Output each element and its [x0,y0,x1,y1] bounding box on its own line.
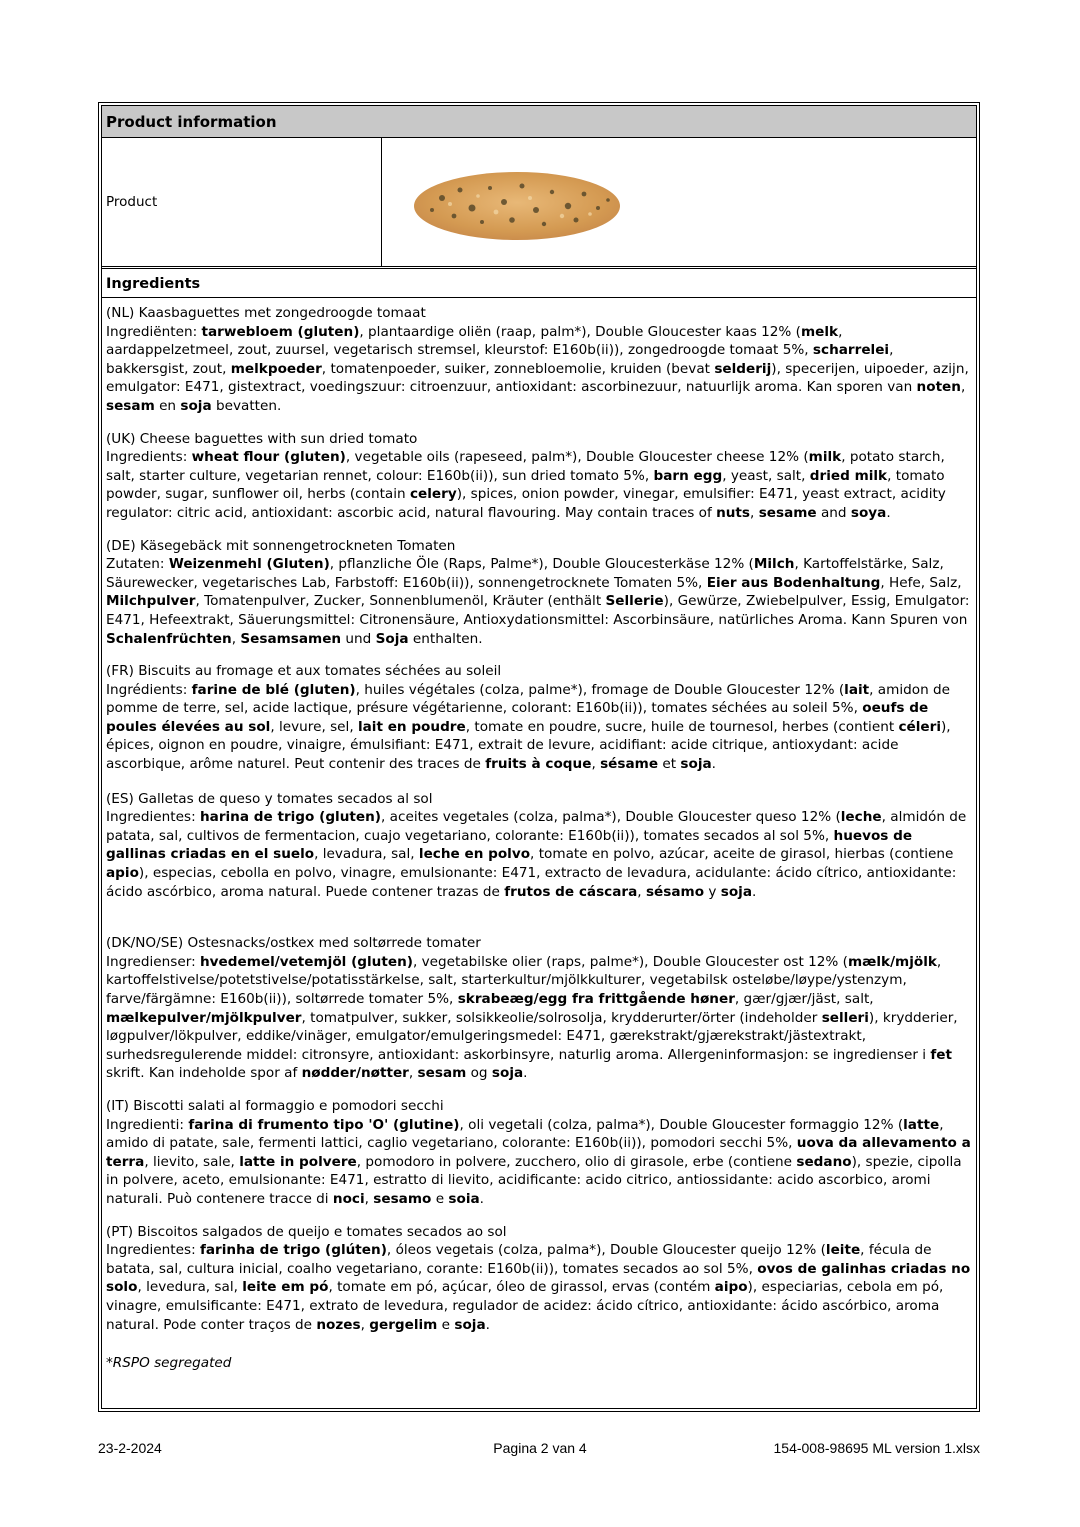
ingredient-text: Ingredients: [106,449,192,466]
ingredient-text: e [431,1190,449,1207]
ingredient-text: , tomate en polvo, azúcar, aceite de girasol, hierbas (contiene [530,846,954,863]
ingredient-text: ), spices, onion powder, vinegar, emulsifier: E471, yeast extract, acidity regulator: citric acid, antioxidant: ascorbic acid, natural flavouring. May contain traces of [106,486,946,521]
allergen-text: barn egg [653,467,723,484]
ingredient-block-text [106,1241,973,1334]
ingredient-text: , [364,1190,374,1207]
product-label: Product [102,138,382,266]
ingredient-text: , Hefe, Salz, [880,574,962,591]
ingredient-text: , [408,1065,418,1082]
ingredient-text: , [750,504,759,521]
allergen-text: Milchpulver [106,593,196,610]
ingredient-text: , óleos vegetais (colza, palma*), Double Gloucester queijo 12% ( [386,1242,826,1259]
allergen-text: Eier aus Bodenhaltung [706,574,881,591]
ingredient-block-text [106,681,973,774]
ingredient-text: . [711,756,716,773]
product-image [412,168,622,244]
ingredient-text: , yeast, salt, [722,467,810,484]
product-row [102,138,976,267]
allergen-text: selleri [821,1009,869,1026]
ingredient-text: , [960,379,966,396]
allergen-text: aipo [714,1279,748,1296]
footer-date: 23-2-2024 [98,1440,162,1456]
ingredient-text: Ingrédients: [106,681,192,698]
allergen-text: nozes [316,1316,361,1333]
ingredient-block-text [106,808,973,901]
ingredient-block-title: (FR) Biscuits au fromage et aux tomates séchées au soleil [106,663,502,680]
allergen-text: sesam [417,1065,467,1082]
ingredient-text: , huiles végétales (colza, palme*), fromage de Double Gloucester 12% ( [355,681,845,698]
allergen-text: soja [491,1065,524,1082]
ingredient-block [106,430,973,523]
ingredient-block-title: (DK/NO/SE) Ostesnacks/ostkex med soltørrede tomater [106,935,481,952]
ingredient-text: , tomatpulver, sukker, solsikkeolie/solrosolja, krydderurter/örter (indeholder [301,1009,822,1026]
allergen-text: céleri [898,718,941,735]
ingredient-text: , bakkersgist, zout, [106,342,894,377]
allergen-text: sésame [600,756,659,773]
allergen-text: soja [454,1316,486,1333]
ingredient-text: , [637,883,646,900]
product-information-header: Product information [102,106,976,138]
allergen-text: Sesamsamen [240,630,342,647]
ingredient-text: , amido di patate, sale, fermenti lattici, caglio vegetariano, colorante: E160b(ii)), pomodori secchi 5%, [106,1116,944,1152]
allergen-text: nødder/nøtter [301,1065,409,1082]
ingredient-text: und [341,630,376,647]
allergen-text: soja [180,397,212,414]
ingredient-block-text [106,953,973,1083]
product-info-table [98,102,980,1412]
footer-file: 154-008-98695 ML version 1.xlsx [773,1440,980,1456]
ingredient-block-text [106,323,973,416]
ingredient-text: , aardappelzetmeel, zout, zuursel, vegetarisch stremsel, kleurstof: E160b(ii)), zongedroogde tomaat 5%, [106,323,843,359]
allergen-text: mælkepulver/mjölkpulver [106,1009,302,1026]
ingredient-text: . [752,883,757,900]
ingredient-text: , levure, sel, [270,718,358,735]
ingredient-text: skrift. Kan indeholde spor af [106,1065,302,1082]
allergen-text: gergelim [369,1316,438,1333]
ingredient-text: Ingredientes: [106,809,200,826]
table-inner [101,105,977,1409]
ingredient-text: e [437,1316,455,1333]
ingredient-text: , Tomatenpulver, Zucker, Sonnenblumenöl, Kräuter (enthält [195,593,606,610]
allergen-text: hvedemel/vetemjöl (gluten) [200,953,413,970]
allergen-text: farinha de trigo (glúten) [199,1242,387,1259]
allergen-text: frutos de cáscara [504,883,638,900]
allergen-text: leche [840,809,882,826]
footer-page: Pagina 2 van 4 [493,1440,587,1456]
allergen-text: Schalenfrüchten [106,630,232,647]
allergen-text: soya [850,504,887,521]
ingredient-text: , vegetabilske olier (raps, palme*), Double Gloucester ost 12% ( [412,953,848,970]
ingredient-text: , [360,1316,370,1333]
allergen-text: Sellerie [605,593,664,610]
ingredient-text: . [886,504,891,521]
allergen-text: melkpoeder [230,360,322,377]
allergen-text: leite [825,1242,861,1259]
allergen-text: fruits à coque [485,756,592,773]
allergen-text: harina de trigo (gluten) [199,809,382,826]
allergen-text: milk [808,449,842,466]
ingredient-text: enthalten. [408,630,483,647]
ingredient-block-title: (DE) Käsegebäck mit sonnengetrockneten Tomaten [106,537,456,554]
ingredient-text: , amidon de pomme de terre, sel, acide lactique, présure végétarienne, colorant: E160b(ii)), tomates séchées au soleil 5%, [106,681,951,717]
ingredient-text: ), Gewürze, Zwiebelpulver, Essig, Emulgator: E471, Hefeextrakt, Säuerungsmittel: Citronensäure, Antioxydationsmittel: Ascorbinsäure, natürliches Aroma. Kann Spuren von [106,593,970,628]
ingredient-text: , lievito, sale, [144,1153,240,1170]
ingredient-text: . [479,1190,484,1207]
ingredient-text: ), especias, cebolla en polvo, vinagre, emulsionante: E471, extracto de levadura, acidulante: ácido cítrico, antioxidante: ácido ascórbico, aroma natural. Puede contener trazas de [106,865,957,900]
allergen-text: sedano [796,1153,852,1170]
allergen-text: noci [332,1190,365,1207]
ingredient-text: Ingrediënten: [106,323,202,340]
allergen-text: noten [916,379,961,396]
ingredient-text: , potato starch, salt, starter culture, vegetarian rennet, colour: E160b(ii)), sun dried tomato 5%, [106,449,945,484]
ingredient-block [106,662,973,774]
allergen-text: Weizenmehl (Gluten) [168,556,330,573]
allergen-text: melk [800,323,839,340]
allergen-text: sesamo [373,1190,432,1207]
allergen-text: sesam [106,397,155,414]
allergen-text: latte [903,1116,940,1133]
ingredient-block-title: (ES) Galletas de queso y tomates secados al sol [106,790,433,807]
ingredient-block-title: (NL) Kaasbaguettes met zongedroogde tomaat [106,305,426,321]
ingredient-text: . [485,1316,490,1333]
ingredient-text: , tomatenpoeder, suiker, zonnebloemolie, kruiden (bevat [321,360,715,377]
ingredient-text: ), especiarias, cebola em pó, vinagre, emulsificante: E471, extrato de levedura, regulador de acidez: ácido cítrico, antioxidante: ácido ascórbico, aroma natural. Pode conter traços de [106,1279,944,1333]
ingredient-block [106,1097,973,1209]
allergen-text: soja [680,756,712,773]
ingredient-block [106,934,973,1083]
ingredient-block [106,537,973,649]
allergen-text: huevos de gallinas criadas en el suelo [106,827,913,863]
ingredient-text: et [658,756,681,773]
allergen-text: leite em pó [242,1279,329,1296]
ingredient-text: ), specerijen, uipoeder, azijn, emulgator: E471, gistextract, voedingszuur: citroenzuur, antioxidant: ascorbinezuur, natuurlijk aroma. Kan sporen van [106,360,969,396]
ingredient-text: and [816,504,851,521]
ingredient-text: Ingredienser: [106,953,200,970]
ingredient-block [106,1223,973,1335]
ingredient-block-text [106,555,973,648]
allergen-text: latte in polvere [239,1153,357,1170]
ingredient-text: ), épices, oignon en poudre, vinaigre, émulsifiant: E471, extrait de levure, acidifiant: acide citrique, antioxydant: acide ascorbique, arôme naturel. Peut contenir des traces de [106,718,951,773]
ingredient-text: , plantaardige oliën (raap, palm*), Double Gloucester kaas 12% ( [359,323,801,340]
allergen-text: selderij [714,360,772,377]
allergen-text: oeufs de poules élevées au sol [106,700,929,735]
ingredient-text: , Kartoffelstärke, Salz, Säurewecker, vegetarisches Lab, Farbstoff: E160b(ii)), sonnengetrocknete Tomaten 5%, [106,556,944,591]
ingredients-header: Ingredients [102,268,976,298]
ingredient-text: , fécula de batata, sal, cultura inicial, coalho vegetariano, corante: E160b(ii)), tomates secados ao sol 5%, [106,1242,932,1277]
allergen-text: soja [720,883,752,900]
allergen-text: skrabeæg/egg fra frittgående høner [457,991,735,1007]
ingredient-block-title: (UK) Cheese baguettes with sun dried tomato [106,430,418,447]
ingredient-text: Ingredientes: [106,1242,200,1259]
ingredient-text: , levedura, sal, [137,1279,243,1296]
rspo-note: *RSPO segregated [106,1355,232,1372]
ingredient-text: Zutaten: [106,556,169,573]
ingredient-text: y [704,883,721,900]
allergen-text: mælk/mjölk [847,953,937,970]
ingredient-text: , levadura, sal, [314,846,419,863]
ingredient-text: Ingredienti: [106,1116,189,1133]
ingredient-block-text [106,448,973,522]
ingredient-text: , tomato powder, sugar, sunflower oil, herbs (contain [106,467,945,503]
allergen-text: apio [106,865,139,882]
ingredient-text: og [466,1065,492,1082]
allergen-text: sésamo [645,883,705,900]
ingredient-text: , pflanzliche Öle (Raps, Palme*), Double Gloucesterkäse 12% ( [329,556,754,573]
allergen-text: wheat flour (gluten) [191,449,346,466]
allergen-text: soia [448,1190,480,1207]
allergen-text: farina di frumento tipo 'O' (glutine) [188,1116,460,1133]
allergen-text: tarwebloem (gluten) [201,323,360,340]
ingredient-text: . [523,1065,528,1082]
allergen-text: sesame [758,504,817,521]
ingredients-body [102,304,976,1373]
ingredient-text: , oli vegetali (colza, palma*), Double Gloucester formaggio 12% ( [459,1116,904,1133]
allergen-text: ovos de galinhas criadas no solo [106,1260,971,1296]
allergen-text: celery [409,486,457,503]
ingredient-block-text [106,1116,973,1209]
ingredient-block-title: (IT) Biscotti salati al formaggio e pomodori secchi [106,1097,444,1114]
ingredient-block [106,304,973,416]
ingredient-text: , almidón de patata, sal, cultivos de fermentacion, cuajo vegetariano, colorante: E160b(ii)), tomates secados al sol 5%, [106,809,967,844]
ingredient-text: , vegetable oils (rapeseed, palm*), Double Gloucester cheese 12% ( [345,449,809,466]
ingredient-text: , aceites vegetales (colza, palma*), Double Gloucester queso 12% ( [381,809,841,826]
allergen-text: Milch [753,556,795,573]
allergen-text: uova da allevamento a terra [106,1135,971,1170]
allergen-text: nuts [716,504,751,521]
ingredient-text: , kartoffelstivelse/potetstivelse/potatisstärkelse, salt, starterkultur/mjölkkulturer, vegetabilsk osteløbe/løype/ystenzym, farve/färgämne: E160b(ii)), soltørrede tomater 5%, [106,953,942,1007]
ingredient-text: en [154,397,181,414]
allergen-text: farine de blé (gluten) [191,681,356,698]
ingredient-block-title: (PT) Biscoitos salgados de queijo e tomates secados ao sol [106,1223,507,1240]
allergen-text: fet [930,1046,952,1063]
ingredient-text: ), spezie, cipolla in polvere, aceto, emulsionante: E471, estratto di lievito, acidificante: acido citrico, antiossidante: acido ascorbico, aromi naturali. Può contenere tracce di [106,1153,962,1207]
allergen-text: scharrelei [812,342,890,359]
ingredient-text: , tomate en poudre, sucre, huile de tournesol, herbes (contient [465,718,899,735]
ingredient-text: , tomate em pó, açúcar, óleo de girassol, ervas (contém [328,1279,715,1296]
ingredient-block [106,790,973,902]
ingredient-text: , pomodoro in polvere, zucchero, olio di girasole, erbe (contiene [356,1153,797,1170]
ingredient-text: ), krydderier, løgpulver/lökpulver, eddike/vinäger, emulgator/emulgeringsmedel: E471, gærekstrakt/gjærekstrakt/jästextrakt, surhedsregulerende middel: citronsyre, antioxidant: askorbinsyre, naturlig aroma. Allergeninformasjon: se ingredienser i [106,1009,958,1063]
allergen-text: Soja [375,630,409,647]
allergen-text: dried milk [809,467,888,484]
allergen-text: lait [844,681,870,698]
ingredient-text: , gær/gjær/jäst, salt, [734,991,874,1007]
ingredient-text: bevatten. [211,397,282,414]
allergen-text: lait en poudre [357,718,466,735]
ingredient-text: , [231,630,241,647]
ingredient-text: , [591,756,601,773]
allergen-text: leche en polvo [418,846,531,863]
